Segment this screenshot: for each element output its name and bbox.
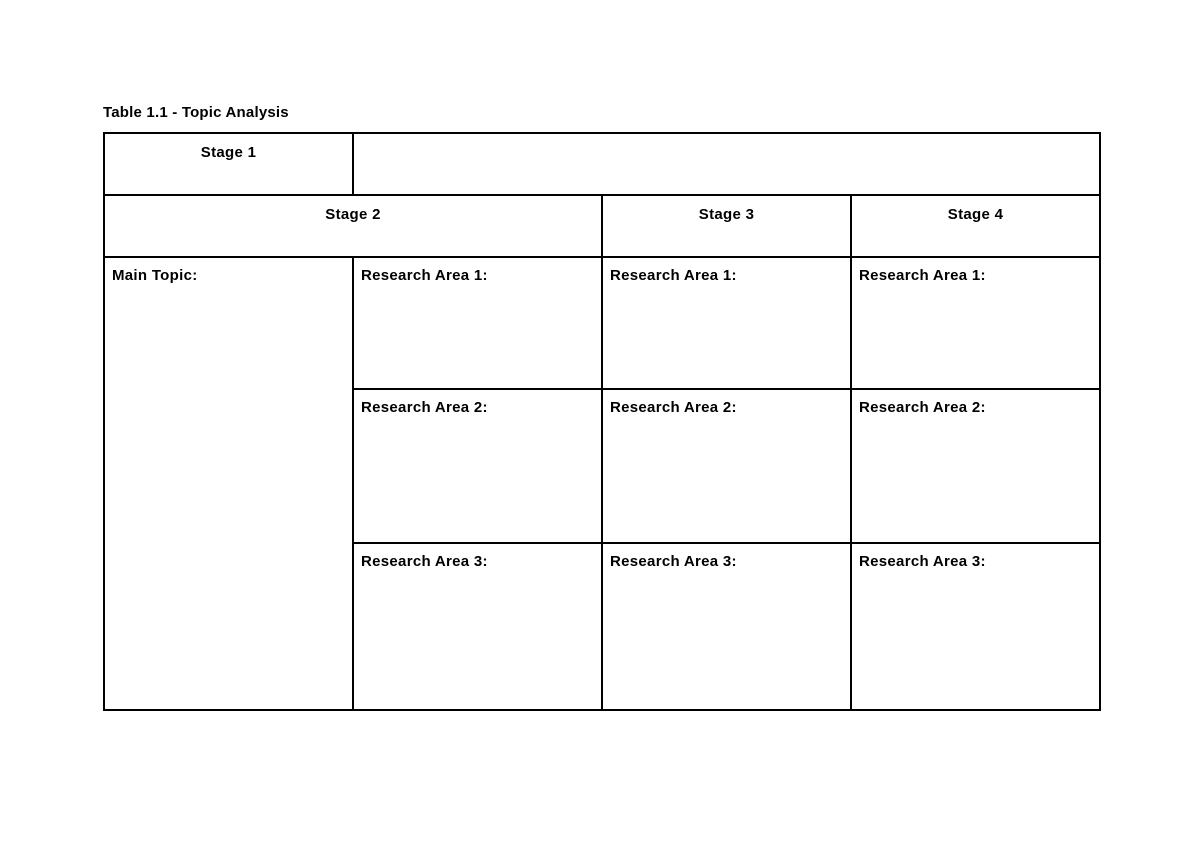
stage3-research-area-2-cell[interactable]: [602, 389, 851, 543]
stage3-header-cell: [602, 195, 851, 257]
stage3-research-area-3-label: Research Area 3:: [610, 553, 737, 570]
main-topic-label: Main Topic:: [112, 267, 198, 284]
stage4-header-cell: [851, 195, 1100, 257]
stage2-research-area-1-label: Research Area 1:: [361, 267, 488, 284]
main-topic-cell[interactable]: [104, 257, 353, 710]
stage3-research-area-3-cell[interactable]: [602, 543, 851, 710]
stage4-label: Stage 4: [947, 206, 1004, 223]
stage2-header-cell: [104, 195, 602, 257]
stage4-research-area-2-label: Research Area 2:: [859, 399, 986, 416]
stage4-research-area-3-label: Research Area 3:: [859, 553, 986, 570]
stage3-research-area-1-label: Research Area 1:: [610, 267, 737, 284]
stage2-research-area-3-cell[interactable]: [353, 543, 602, 710]
stage1-label: Stage 1: [200, 144, 257, 161]
stage4-research-area-3-cell[interactable]: [851, 543, 1100, 710]
stage3-research-area-2-label: Research Area 2:: [610, 399, 737, 416]
stage4-research-area-1-cell[interactable]: [851, 257, 1100, 389]
topic-analysis-table: [103, 132, 1101, 711]
research-area-1-row: [104, 257, 1100, 389]
stage2-research-area-1-cell[interactable]: [353, 257, 602, 389]
stage-headers-row: [104, 195, 1100, 257]
stage2-research-area-2-label: Research Area 2:: [361, 399, 488, 416]
stage3-research-area-1-cell[interactable]: [602, 257, 851, 389]
stage3-label: Stage 3: [698, 206, 755, 223]
stage2-label: Stage 2: [325, 206, 381, 223]
stage2-research-area-2-cell[interactable]: [353, 389, 602, 543]
stage1-row: [104, 133, 1100, 195]
stage1-input-cell[interactable]: [353, 133, 1100, 195]
stage4-research-area-1-label: Research Area 1:: [859, 267, 986, 284]
stage1-header-cell: [104, 133, 353, 195]
stage4-research-area-2-cell[interactable]: [851, 389, 1100, 543]
stage2-research-area-3-label: Research Area 3:: [361, 553, 488, 570]
table-caption: Table 1.1 - Topic Analysis: [103, 104, 289, 121]
